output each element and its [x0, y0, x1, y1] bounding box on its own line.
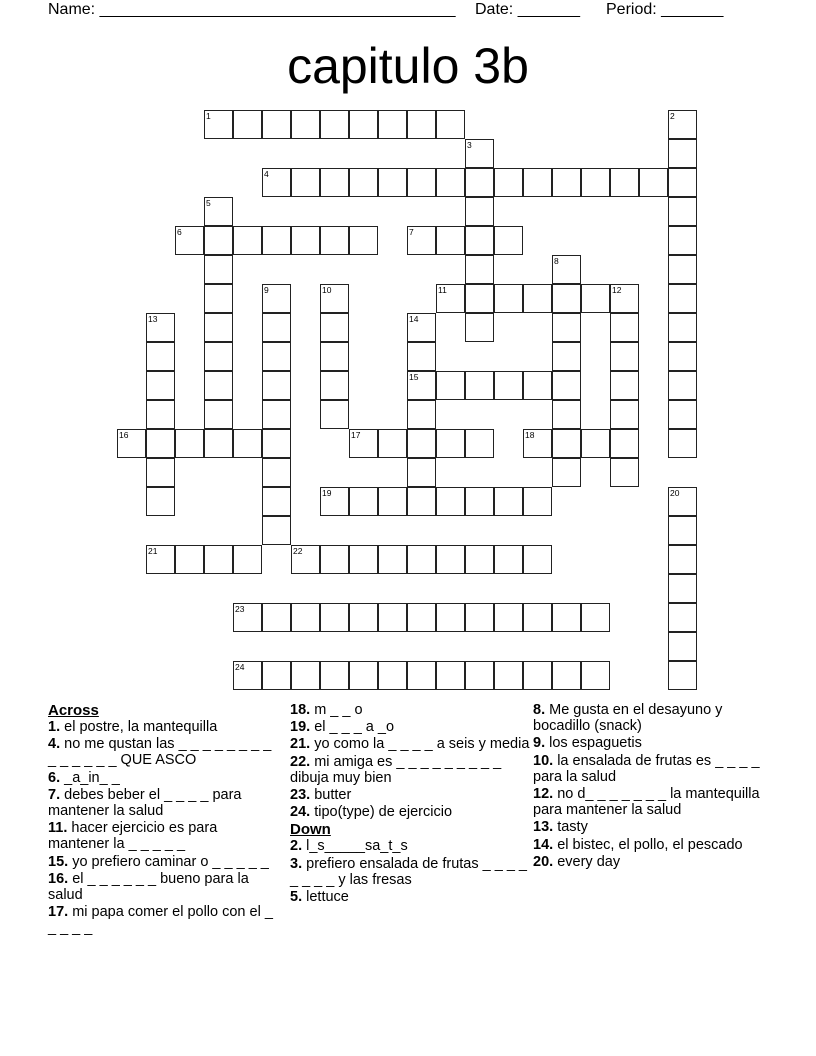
grid-cell[interactable] — [465, 226, 494, 255]
clue-number: 8. — [533, 702, 546, 718]
clue-text: tasty — [557, 819, 588, 836]
clue-number-label: 9 — [264, 285, 269, 295]
across-heading: Across — [48, 702, 99, 719]
grid-cell[interactable] — [523, 429, 552, 458]
grid-cell[interactable] — [552, 168, 581, 197]
grid-cell[interactable] — [320, 313, 349, 342]
grid-cell[interactable] — [320, 226, 349, 255]
clue-item — [533, 854, 761, 870]
clue-text: la ensalada de frutas es _ _ _ _ para la salud — [533, 752, 760, 785]
clue-text: tipo(type) de ejercicio — [314, 804, 453, 821]
grid-cell[interactable] — [436, 661, 465, 690]
grid-cell[interactable] — [581, 661, 610, 690]
grid-cell[interactable] — [436, 110, 465, 139]
grid-cell[interactable] — [668, 574, 697, 603]
clue-number-label: 5 — [206, 198, 211, 208]
clue-text: hacer ejercicio es para mantener la _ _ _ _ _ — [48, 820, 218, 853]
grid-cell[interactable] — [146, 371, 175, 400]
clue-text: no me qustan las _ _ _ _ _ _ _ _ _ _ _ _ _ _ QUE ASCO — [48, 736, 272, 769]
clue-number: 14. — [533, 836, 554, 853]
grid-cell[interactable] — [320, 545, 349, 574]
grid-cell[interactable] — [552, 429, 581, 458]
grid-cell[interactable] — [436, 429, 465, 458]
date-field[interactable]: Date: _______ — [475, 1, 580, 18]
grid-cell[interactable] — [320, 371, 349, 400]
clue-text: Me gusta en el desayuno y bocadillo (snack) — [533, 702, 723, 735]
grid-cell[interactable] — [668, 429, 697, 458]
clue-number-label: 24 — [235, 662, 245, 672]
grid-cell[interactable] — [668, 255, 697, 284]
grid-cell[interactable] — [552, 603, 581, 632]
clue-text: yo como la _ _ _ _ a seis y media — [314, 736, 530, 753]
grid-cell[interactable] — [494, 661, 523, 690]
clue-item — [290, 736, 530, 752]
grid-cell[interactable] — [320, 168, 349, 197]
clue-text: lettuce — [306, 889, 349, 906]
clue-item — [290, 702, 530, 718]
grid-cell[interactable] — [320, 603, 349, 632]
grid-cell[interactable] — [494, 487, 523, 516]
grid-cell[interactable] — [320, 661, 349, 690]
grid-cell[interactable] — [523, 284, 552, 313]
grid-cell[interactable] — [494, 226, 523, 255]
grid-cell[interactable] — [262, 168, 291, 197]
grid-cell[interactable] — [378, 168, 407, 197]
clue-text: yo prefiero caminar o _ _ _ _ _ — [72, 853, 269, 870]
grid-cell[interactable] — [523, 487, 552, 516]
grid-cell[interactable] — [668, 226, 697, 255]
grid-cell[interactable] — [552, 255, 581, 284]
grid-cell[interactable] — [668, 371, 697, 400]
grid-cell[interactable] — [465, 168, 494, 197]
grid-cell[interactable] — [436, 371, 465, 400]
grid-cell[interactable] — [349, 661, 378, 690]
grid-cell[interactable] — [465, 661, 494, 690]
clue-number-label: 7 — [409, 227, 414, 237]
grid-cell[interactable] — [349, 545, 378, 574]
grid-cell[interactable] — [233, 603, 262, 632]
grid-cell[interactable] — [320, 284, 349, 313]
grid-cell[interactable] — [465, 487, 494, 516]
grid-cell[interactable] — [523, 168, 552, 197]
clue-item — [48, 787, 276, 819]
grid-cell[interactable] — [668, 197, 697, 226]
clue-number: 21. — [290, 736, 311, 753]
grid-cell[interactable] — [436, 603, 465, 632]
grid-cell[interactable] — [668, 603, 697, 632]
grid-cell[interactable] — [407, 545, 436, 574]
clue-number: 2. — [290, 838, 303, 855]
grid-cell[interactable] — [494, 168, 523, 197]
clue-number: 1. — [48, 719, 61, 735]
clue-text: el _ _ _ _ _ _ bueno para la salud — [48, 870, 249, 904]
crossword-grid — [117, 110, 707, 700]
grid-cell[interactable] — [668, 168, 697, 197]
grid-cell[interactable] — [465, 197, 494, 226]
grid-cell[interactable] — [146, 487, 175, 516]
grid-cell[interactable] — [262, 371, 291, 400]
clue-item — [48, 736, 276, 768]
clue-number-label: 10 — [322, 285, 332, 295]
grid-cell[interactable] — [610, 284, 639, 313]
clue-number-label: 18 — [525, 430, 535, 440]
grid-cell[interactable] — [233, 429, 262, 458]
grid-cell[interactable] — [378, 661, 407, 690]
clue-number-label: 6 — [177, 227, 182, 237]
grid-cell[interactable] — [552, 371, 581, 400]
grid-cell[interactable] — [204, 226, 233, 255]
grid-cell[interactable] — [291, 661, 320, 690]
grid-cell[interactable] — [262, 400, 291, 429]
clue-number: 3. — [290, 855, 303, 872]
grid-cell[interactable] — [407, 168, 436, 197]
grid-cell[interactable] — [291, 110, 320, 139]
clue-number: 4. — [48, 736, 61, 753]
grid-cell[interactable] — [349, 168, 378, 197]
grid-cell[interactable] — [233, 226, 262, 255]
clue-number: 10. — [533, 752, 554, 769]
grid-cell[interactable] — [610, 168, 639, 197]
grid-cell[interactable] — [349, 226, 378, 255]
clue-number-label: 12 — [612, 285, 622, 295]
grid-cell[interactable] — [639, 168, 668, 197]
grid-cell[interactable] — [465, 255, 494, 284]
clues-column-2 — [290, 702, 530, 906]
grid-cell[interactable] — [668, 342, 697, 371]
grid-cell[interactable] — [668, 632, 697, 661]
clue-text: el _ _ _ a _o — [314, 719, 395, 736]
grid-cell[interactable] — [146, 545, 175, 574]
down-heading: Down — [290, 821, 331, 839]
grid-cell[interactable] — [668, 284, 697, 313]
clue-item — [48, 820, 276, 852]
grid-cell[interactable] — [436, 487, 465, 516]
grid-cell[interactable] — [233, 545, 262, 574]
grid-cell[interactable] — [146, 342, 175, 371]
clue-item — [533, 702, 761, 734]
grid-cell[interactable] — [465, 429, 494, 458]
grid-cell[interactable] — [204, 342, 233, 371]
grid-cell[interactable] — [175, 226, 204, 255]
clue-item — [533, 735, 761, 751]
grid-cell[interactable] — [146, 429, 175, 458]
grid-cell[interactable] — [320, 487, 349, 516]
grid-cell[interactable] — [175, 429, 204, 458]
grid-cell[interactable] — [552, 458, 581, 487]
clue-number: 16. — [48, 870, 69, 887]
clue-number: 5. — [290, 889, 303, 906]
grid-cell[interactable] — [494, 371, 523, 400]
clue-item — [48, 854, 276, 870]
grid-cell[interactable] — [146, 313, 175, 342]
clues-column-1 — [48, 702, 276, 938]
grid-cell[interactable] — [291, 226, 320, 255]
grid-cell[interactable] — [262, 516, 291, 545]
clue-number: 23. — [290, 787, 311, 804]
clue-number-label: 1 — [206, 111, 211, 121]
grid-cell[interactable] — [204, 197, 233, 226]
grid-cell[interactable] — [523, 371, 552, 400]
grid-cell[interactable] — [349, 603, 378, 632]
clues-column-3 — [533, 702, 761, 871]
grid-cell[interactable] — [378, 429, 407, 458]
grid-cell[interactable] — [262, 603, 291, 632]
grid-cell[interactable] — [668, 110, 697, 139]
clue-item — [48, 904, 276, 936]
page-title: capitulo 3b — [287, 38, 529, 94]
grid-cell[interactable] — [407, 342, 436, 371]
clue-item — [533, 837, 761, 853]
clue-number: 15. — [48, 853, 69, 870]
grid-cell[interactable] — [291, 545, 320, 574]
clue-number: 11. — [48, 820, 68, 837]
clue-text: prefiero ensalada de frutas _ _ _ _ _ _ _ _ y las fresas — [290, 855, 527, 888]
grid-cell[interactable] — [204, 371, 233, 400]
grid-cell[interactable] — [320, 342, 349, 371]
clue-number-label: 16 — [119, 430, 129, 440]
grid-cell[interactable] — [117, 429, 146, 458]
grid-cell[interactable] — [349, 429, 378, 458]
grid-cell[interactable] — [465, 545, 494, 574]
grid-cell[interactable] — [465, 313, 494, 342]
grid-cell[interactable] — [204, 284, 233, 313]
clue-item — [290, 719, 530, 735]
grid-cell[interactable] — [262, 313, 291, 342]
clue-item — [533, 786, 761, 818]
grid-cell[interactable] — [494, 603, 523, 632]
grid-cell[interactable] — [668, 313, 697, 342]
grid-cell[interactable] — [610, 429, 639, 458]
grid-cell[interactable] — [552, 342, 581, 371]
clue-item — [290, 787, 530, 803]
clue-number: 12. — [533, 786, 554, 803]
clue-item — [533, 819, 761, 835]
clue-number-label: 3 — [467, 140, 472, 150]
clue-item — [290, 838, 530, 854]
grid-cell[interactable] — [494, 284, 523, 313]
clue-number: 20. — [533, 853, 554, 870]
grid-cell[interactable] — [320, 400, 349, 429]
grid-cell[interactable] — [349, 110, 378, 139]
grid-cell[interactable] — [407, 458, 436, 487]
grid-cell[interactable] — [581, 429, 610, 458]
clue-item — [290, 856, 530, 888]
grid-cell[interactable] — [610, 313, 639, 342]
grid-cell[interactable] — [436, 284, 465, 313]
grid-cell[interactable] — [233, 110, 262, 139]
clue-number: 18. — [290, 702, 311, 718]
clue-number-label: 11 — [438, 285, 447, 295]
grid-cell[interactable] — [436, 226, 465, 255]
grid-cell[interactable] — [262, 429, 291, 458]
grid-cell[interactable] — [262, 487, 291, 516]
grid-cell[interactable] — [262, 284, 291, 313]
grid-cell[interactable] — [175, 545, 204, 574]
grid-cell[interactable] — [668, 139, 697, 168]
clue-number: 17. — [48, 904, 69, 921]
grid-cell[interactable] — [668, 661, 697, 690]
clue-text: m _ _ o — [314, 702, 363, 718]
clue-number-label: 2 — [670, 111, 675, 121]
clue-item — [290, 889, 530, 905]
name-field[interactable]: Name: ________________________________________ — [48, 1, 456, 18]
clue-number-label: 23 — [235, 604, 245, 614]
grid-cell[interactable] — [291, 168, 320, 197]
grid-cell[interactable] — [233, 661, 262, 690]
grid-cell[interactable] — [610, 458, 639, 487]
clue-number-label: 14 — [409, 314, 419, 324]
grid-cell[interactable] — [204, 429, 233, 458]
clue-number: 13. — [533, 819, 554, 836]
clue-number-label: 15 — [409, 372, 419, 382]
clue-number: 22. — [290, 753, 311, 770]
clue-text: butter — [314, 787, 352, 804]
grid-cell[interactable] — [552, 284, 581, 313]
grid-cell[interactable] — [204, 313, 233, 342]
clue-number: 19. — [290, 719, 311, 736]
grid-cell[interactable] — [262, 110, 291, 139]
grid-cell[interactable] — [436, 545, 465, 574]
clue-text: _a_in_ _ — [64, 769, 120, 786]
grid-cell[interactable] — [378, 603, 407, 632]
period-field[interactable]: Period: _______ — [606, 1, 724, 18]
grid-cell[interactable] — [668, 487, 697, 516]
grid-cell[interactable] — [204, 400, 233, 429]
grid-cell[interactable] — [581, 284, 610, 313]
grid-cell[interactable] — [407, 487, 436, 516]
clue-number-label: 13 — [148, 314, 158, 324]
clue-number-label: 20 — [670, 488, 680, 498]
grid-cell[interactable] — [494, 545, 523, 574]
grid-cell[interactable] — [465, 284, 494, 313]
grid-cell[interactable] — [407, 400, 436, 429]
grid-cell[interactable] — [378, 487, 407, 516]
grid-cell[interactable] — [552, 661, 581, 690]
clue-number-label: 21 — [148, 546, 158, 556]
clue-item — [48, 871, 276, 903]
grid-cell[interactable] — [465, 139, 494, 168]
clue-number-label: 17 — [351, 430, 361, 440]
grid-cell[interactable] — [668, 545, 697, 574]
clue-number: 7. — [48, 786, 61, 803]
grid-cell[interactable] — [552, 313, 581, 342]
grid-cell[interactable] — [262, 226, 291, 255]
clue-text: no d_ _ _ _ _ _ _ la mantequilla para mantener la salud — [533, 786, 760, 819]
grid-cell[interactable] — [407, 110, 436, 139]
grid-cell[interactable] — [204, 255, 233, 284]
clue-item — [290, 804, 530, 820]
clue-text: el postre, la mantequilla — [64, 719, 218, 735]
clue-text: mi amiga es _ _ _ _ _ _ _ _ _ dibuja muy bien — [290, 753, 502, 786]
grid-cell[interactable] — [523, 661, 552, 690]
grid-cell[interactable] — [407, 371, 436, 400]
grid-cell[interactable] — [262, 458, 291, 487]
grid-cell[interactable] — [146, 400, 175, 429]
clue-text: l_s_____sa_t_s — [306, 838, 408, 855]
clue-text: every day — [557, 853, 621, 870]
grid-cell[interactable] — [407, 226, 436, 255]
grid-cell[interactable] — [668, 516, 697, 545]
grid-cell[interactable] — [407, 603, 436, 632]
grid-cell[interactable] — [378, 545, 407, 574]
clue-text: el bistec, el pollo, el pescado — [557, 836, 743, 853]
grid-cell[interactable] — [378, 110, 407, 139]
grid-cell[interactable] — [146, 458, 175, 487]
grid-cell[interactable] — [610, 400, 639, 429]
grid-cell[interactable] — [436, 168, 465, 197]
clue-text: debes beber el _ _ _ _ para mantener la salud — [48, 786, 242, 820]
grid-cell[interactable] — [349, 487, 378, 516]
clue-item — [48, 719, 276, 735]
clue-number-label: 8 — [554, 256, 559, 266]
grid-cell[interactable] — [204, 110, 233, 139]
clue-text: los espaguetis — [549, 735, 642, 752]
clue-item — [533, 753, 761, 785]
grid-cell[interactable] — [262, 342, 291, 371]
grid-cell[interactable] — [407, 313, 436, 342]
grid-cell[interactable] — [320, 110, 349, 139]
grid-cell[interactable] — [204, 545, 233, 574]
grid-cell[interactable] — [465, 371, 494, 400]
grid-cell[interactable] — [291, 603, 320, 632]
clue-number: 9. — [533, 735, 546, 752]
clue-number-label: 19 — [322, 488, 332, 498]
grid-cell[interactable] — [407, 429, 436, 458]
grid-cell[interactable] — [668, 400, 697, 429]
grid-cell[interactable] — [262, 661, 291, 690]
clue-item — [290, 754, 530, 786]
clue-number-label: 22 — [293, 546, 303, 556]
clue-text: mi papa comer el pollo con el _ _ _ _ _ — [48, 904, 273, 937]
grid-cell[interactable] — [581, 168, 610, 197]
grid-cell[interactable] — [523, 603, 552, 632]
grid-cell[interactable] — [610, 371, 639, 400]
grid-cell[interactable] — [581, 603, 610, 632]
grid-cell[interactable] — [465, 603, 494, 632]
grid-cell[interactable] — [610, 342, 639, 371]
clue-number: 6. — [48, 769, 61, 786]
clue-number-label: 4 — [264, 169, 269, 179]
grid-cell[interactable] — [407, 661, 436, 690]
clue-number: 24. — [290, 804, 311, 821]
clue-item — [48, 770, 276, 786]
grid-cell[interactable] — [523, 545, 552, 574]
grid-cell[interactable] — [552, 400, 581, 429]
